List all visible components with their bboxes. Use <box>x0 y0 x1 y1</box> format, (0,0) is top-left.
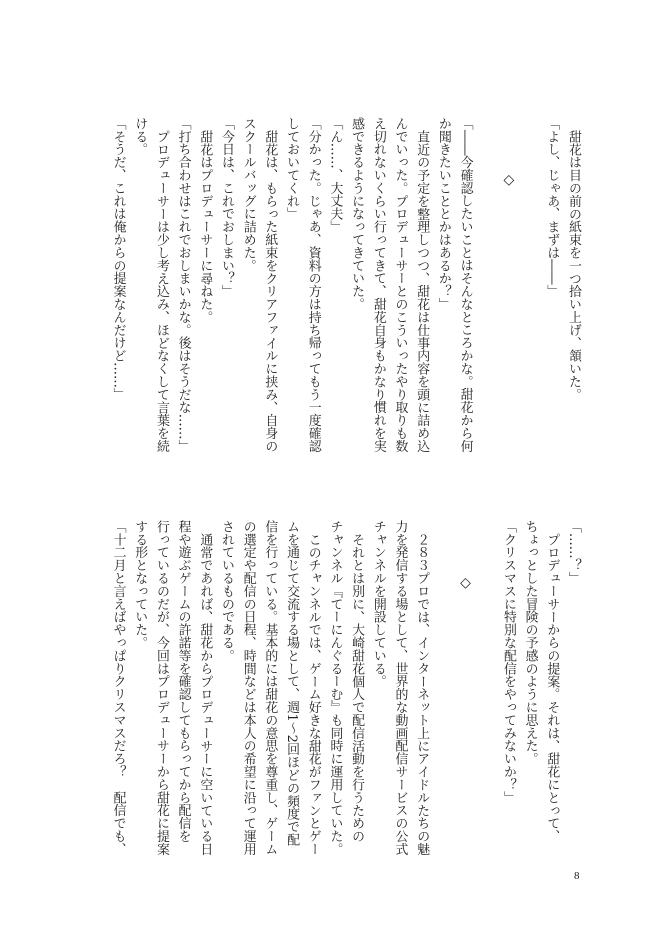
text-line: か聞きたいこととかはあるか？」 <box>435 117 451 311</box>
text-line: 「そうだ、これは俺からの提案なんだけど……」 <box>110 117 126 401</box>
text-line: それとは別に、大崎甜花個人で配信活動を行うための <box>349 532 365 843</box>
text-line: 「今日は、これでおしまい？」 <box>219 117 234 298</box>
text-line: 「クリスマスに特別な配信をやってみないか？」 <box>500 520 516 804</box>
text-line: ちょっとした冒険の予感のように思えた。 <box>522 520 538 766</box>
text-line: されているものである。 <box>219 520 234 662</box>
blank-line <box>432 520 454 865</box>
lower-text-block <box>106 520 584 865</box>
text-line: 行っているのだが、今回はプロデューサーから甜花に提案 <box>153 520 169 856</box>
text-line: 力を発信する場として、世界的な動画配信サービスの公式 <box>392 520 408 856</box>
text-line: 信を行っている。基本的には甜花の意思を尊重し、ゲーム <box>262 520 278 856</box>
text-line: んでいった。プロデューサーとのこういったやり取りも数 <box>392 117 408 453</box>
section-break-diamond: ◇ <box>457 574 474 591</box>
text-line: 「十二月と言えばやっぱりクリスマスだろ？ 配信でも、 <box>110 520 126 856</box>
text-line: 「よし、じゃあ、まずは――」 <box>544 117 560 298</box>
text-line: 「打ち合わせはこれでおしまいかな。後はそうだな……」 <box>175 117 191 453</box>
text-line: チャンネルを開設している。 <box>370 520 386 688</box>
text-line: 程や遊ぶゲームの許諾等を確認してもらってから配信を <box>175 520 191 843</box>
text-line: 甜花は目の前の紙束を一つ拾い上げ、頷いた。 <box>566 129 581 401</box>
text-line: する形となっていた。 <box>132 520 148 649</box>
blank-line <box>519 117 541 462</box>
text-line: 直近の予定を整理しつつ、甜花は仕事内容を頭に詰め込 <box>414 129 430 453</box>
section-break-diamond: ◇ <box>500 171 517 188</box>
text-line: 「……？」 <box>566 520 581 585</box>
page-number: 8 <box>574 870 580 882</box>
text-line: チャンネル『てーにんぐるーむ』も同時に運用していた。 <box>327 520 343 856</box>
text-line: 甜花は、もらった紙束をクリアファイルに挟み、自身の <box>262 129 278 453</box>
blank-line <box>476 520 498 865</box>
text-line: 「ん……、大丈夫」 <box>327 117 343 234</box>
text-line: 「分かった。じゃあ、資料の方は持ち帰ってもう一度確認 <box>305 117 321 453</box>
text-line: しておいてくれ」 <box>284 117 300 221</box>
text-line: プロデューサーからの提案。それは、甜花にとって、 <box>544 532 560 843</box>
text-line: 通常であれば、甜花からプロデューサーに空いている日 <box>197 532 213 856</box>
text-line: このチャンネルでは、ゲーム好きな甜花がファンとゲー <box>305 532 321 856</box>
text-line: ムを通じて交流する場として、週1～2回ほどの頻度で配 <box>284 520 300 847</box>
text-line: 感できるようになってきていた。 <box>349 117 365 311</box>
blank-line <box>476 117 498 462</box>
upper-text-block <box>106 117 584 462</box>
text-line: の選定や配信の日程、時間などは本人の希望に沿って運用 <box>240 520 256 856</box>
text-line: スクールバッグに詰めた。 <box>240 117 256 272</box>
text-line: プロデューサーは少し考え込み、ほどなくして言葉を続 <box>153 129 169 453</box>
text-line: え切れないくらい行ってきて、甜花自身もかなり慣れを実 <box>370 117 386 453</box>
text-line: 甜花はプロデューサーに尋ねた。 <box>197 129 213 324</box>
text-line: 「――今確認したいことはそんなところかな。甜花から何 <box>457 117 473 453</box>
text-line: ける。 <box>132 117 148 156</box>
text-line: ２８３プロでは、インターネット上にアイドルたちの魅 <box>414 532 430 856</box>
